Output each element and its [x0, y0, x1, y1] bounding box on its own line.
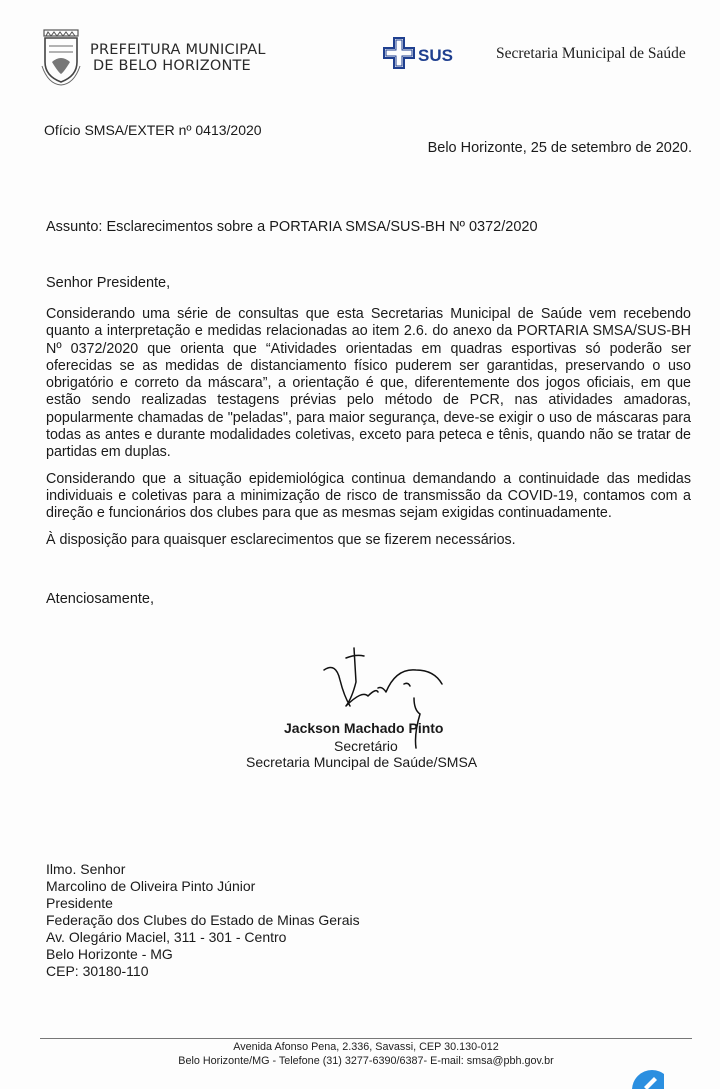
signer-name: Jackson Machado Pinto: [284, 720, 444, 736]
recipient-line: Av. Olegário Maciel, 311 - 301 - Centro: [46, 929, 287, 945]
prefeitura-line2: DE BELO HORIZONTE: [93, 58, 251, 74]
recipient-line: CEP: 30180-110: [46, 963, 149, 979]
letter-date: Belo Horizonte, 25 de setembro de 2020.: [427, 140, 692, 156]
recipient-line: Federação dos Clubes do Estado de Minas Gerais: [46, 912, 360, 928]
recipient-line: Belo Horizonte - MG: [46, 946, 173, 962]
footer-address: Avenida Afonso Pena, 2.336, Savassi, CEP 30.130-012: [233, 1041, 499, 1053]
signer-department: Secretaria Muncipal de Saúde/SMSA: [246, 754, 478, 770]
footer-divider: [40, 1038, 692, 1039]
oficio-reference: Ofício SMSA/EXTER nº 0413/2020: [44, 122, 262, 138]
letter-subject: Assunto: Esclarecimentos sobre a PORTARIA SMSA/SUS-BH Nº 0372/2020: [46, 219, 538, 235]
signer-role: Secretário: [334, 738, 398, 754]
recipient-line: Presidente: [46, 895, 113, 911]
letter-body: [46, 306, 691, 558]
footer-contact: Belo Horizonte/MG - Telefone (31) 3277-6390/6387- E-mail: smsa@pbh.gov.br: [178, 1055, 554, 1067]
letter-closing: Atenciosamente,: [46, 591, 155, 607]
footer: [40, 1040, 692, 1068]
body-paragraph: Considerando que a situação epidemiológica continua demandando a continuidade das medidas individuais e coletivas para a minimização de risco de transmissão da COVID-19, contamos com a direção e funcionários dos clubes para que as mesmas sejam exigidas continuadamente.: [46, 470, 691, 522]
body-paragraph: À disposição para quaisquer esclarecimentos que se fizerem necessários.: [46, 531, 516, 548]
recipient-line: Ilmo. Senhor: [46, 861, 126, 877]
pbh-coat-of-arms-logo: [40, 28, 82, 86]
secretaria-title: Secretaria Municipal de Saúde: [496, 45, 686, 62]
letter-salutation: Senhor Presidente,: [46, 275, 171, 291]
prefeitura-line1: PREFEITURA MUNICIPAL: [90, 42, 266, 58]
edit-pen-icon[interactable]: [630, 1068, 664, 1089]
sus-logo: [382, 36, 466, 74]
recipient-block: [46, 861, 360, 980]
recipient-line: Marcolino de Oliveira Pinto Júnior: [46, 878, 256, 894]
body-paragraph: Considerando uma série de consultas que esta Secretarias Municipal de Saúde vem recebendo quanto a interpretação e medidas relacionadas ao item 2.6. do anexo da PORTARIA SMSA/SUS-BH Nº 0372/2020 que orienta que “Atividades orientadas em quadras esportivas só poderão ser oferecidas se as medidas de distanciamento físico puderem ser garantidas, preservando o uso obrigatório e correto da máscara”, a orientação é que, diferentemente dos jogos oficiais, em que estão sendo realizadas testagens prévias pelo método de PCR, nas atividades amadoras, popularmente chamadas de "peladas", para maior segurança, deve-se exigir o uso de máscaras para todas as antes e durante modalidades coletivas, exceto para peteca e tênis, quando não se tratar de partidas em duplas.: [46, 306, 691, 461]
prefeitura-name: [90, 42, 266, 74]
sus-label: SUS: [418, 46, 453, 65]
